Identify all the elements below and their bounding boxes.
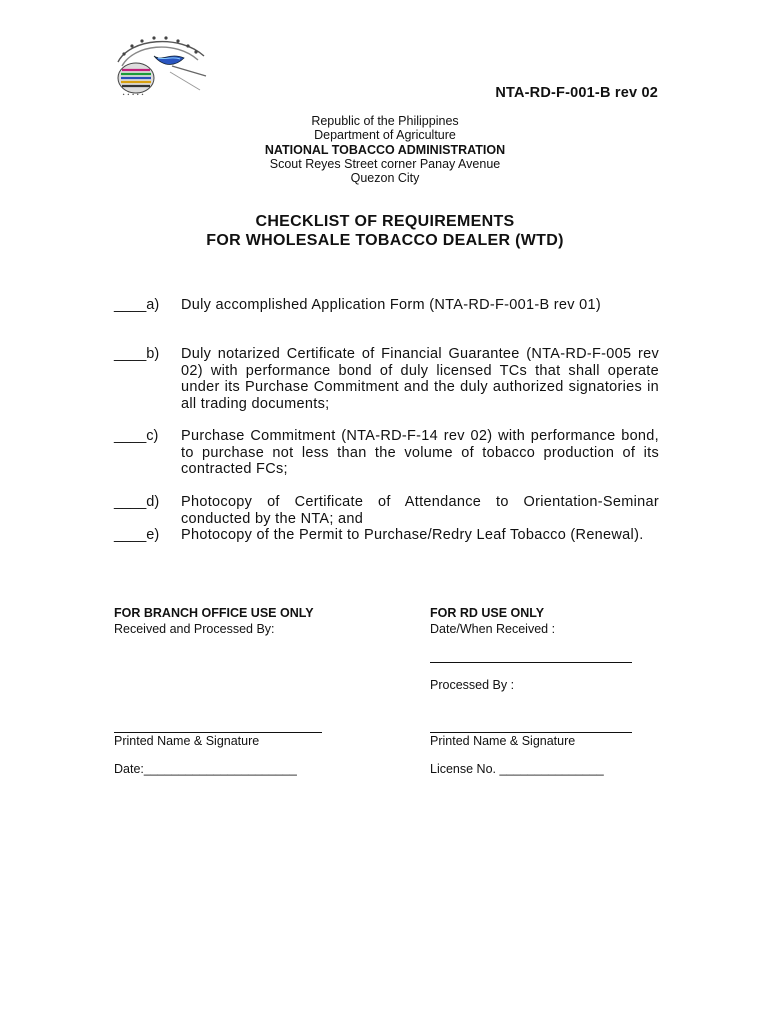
header-republic: Republic of the Philippines [311, 114, 459, 128]
rd-signature-line[interactable] [430, 732, 632, 733]
checklist-text-c: Purchase Commitment (NTA-RD-F-14 rev 02) with performance bond, to purchase not less than the volume of tobacco production of its contracted FCs; [181, 428, 659, 477]
checklist-mark-b[interactable]: ____b) [114, 346, 160, 362]
checklist-mark-a[interactable]: ____a) [114, 297, 160, 313]
agency-header [0, 114, 770, 185]
header-agency-name: NATIONAL TOBACCO ADMINISTRATION [264, 142, 506, 157]
document-title [0, 212, 770, 250]
checklist-text-a: Duly accomplished Application Form (NTA-RD-F-001-B rev 01) [181, 297, 602, 313]
branch-signature-label: Printed Name & Signature [114, 734, 260, 748]
rd-date-received-line[interactable] [430, 662, 632, 663]
svg-text:∙ ∙ ∙ ∙ ∙: ∙ ∙ ∙ ∙ ∙ [122, 92, 145, 98]
rd-processed-label: Processed By : [430, 678, 515, 692]
checklist-text-e: Photocopy of the Permit to Purchase/Redry Leaf Tobacco (Renewal). [181, 527, 644, 543]
nta-seal-logo-icon [110, 32, 210, 98]
checklist-item-c [114, 428, 659, 478]
branch-received-label: Received and Processed By: [114, 622, 275, 636]
form-number: NTA-RD-F-001-B rev 02 [495, 85, 658, 101]
checklist-text-d: Photocopy of Certificate of Attendance to Orientation-Seminar conducted by the NTA; and [181, 494, 659, 527]
rd-license-field[interactable]: License No. _______________ [430, 762, 604, 776]
checklist-mark-d[interactable]: ____d) [114, 494, 160, 510]
header-department: Department of Agriculture [314, 128, 456, 143]
header-street: Scout Reyes Street corner Panay Avenue [269, 156, 501, 171]
checklist-item-a [114, 297, 659, 314]
title-line-2: FOR WHOLESALE TOBACCO DEALER (WTD) [206, 232, 564, 249]
title-line-1: CHECKLIST OF REQUIREMENTS [255, 213, 515, 230]
branch-heading: FOR BRANCH OFFICE USE ONLY [114, 606, 314, 620]
checklist-mark-e[interactable]: ____e) [114, 527, 160, 543]
rd-signature-label: Printed Name & Signature [430, 734, 576, 748]
rd-heading: FOR RD USE ONLY [430, 606, 545, 620]
checklist-text-b: Duly notarized Certificate of Financial Guarantee (NTA-RD-F-005 rev 02) with performance bond of duly licensed TCs that shall operate under its Purchase Commitment and the duly authorized signatories in all trading documents; [181, 346, 659, 412]
checklist-item-e [114, 527, 659, 544]
checklist-item-b [114, 346, 659, 412]
rd-date-received-label: Date/When Received : [430, 622, 556, 636]
branch-signature-line[interactable] [114, 732, 322, 733]
checklist-item-d [114, 494, 659, 527]
branch-date-field[interactable]: Date:______________________ [114, 762, 297, 776]
header-city: Quezon City [350, 171, 420, 186]
checklist-mark-c[interactable]: ____c) [114, 428, 159, 444]
